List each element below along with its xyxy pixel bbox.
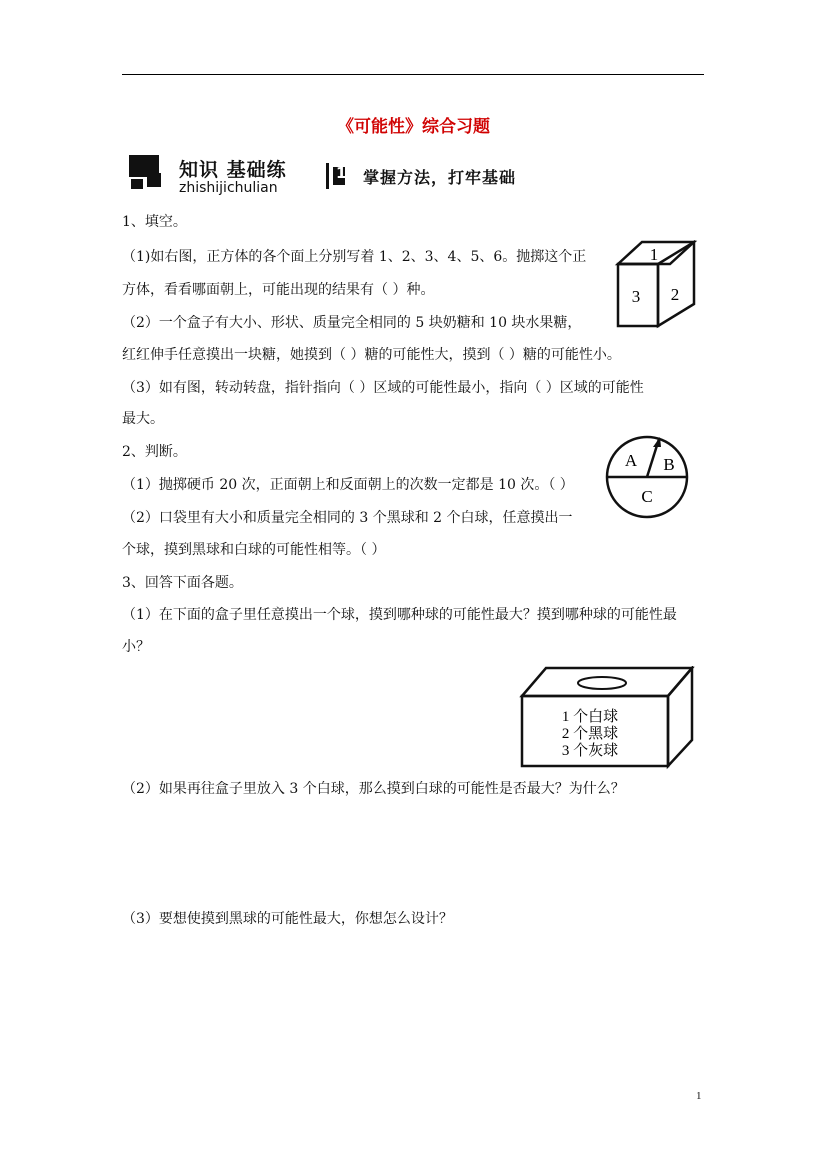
page-title: 《可能性》综合习题 — [337, 117, 490, 137]
q3-part3: （3）要想使摸到黑球的可能性最大，你想怎么设计？ — [122, 911, 453, 927]
section-banner — [129, 153, 524, 197]
q1-part3-line2: 最大。 — [122, 411, 164, 427]
banner-heading: 知识 基础练 — [179, 159, 287, 181]
q1-heading: 1、填空。 — [122, 214, 187, 230]
ball-box-figure — [518, 666, 698, 770]
q3-heading: 3、回答下面各题。 — [122, 575, 243, 591]
box-opening — [578, 677, 626, 689]
page-number: 1 — [696, 1090, 702, 1102]
banner-pinyin: zhishijichulian — [179, 180, 278, 196]
spinner-figure — [603, 433, 691, 521]
spinner-c-label: C — [641, 487, 653, 506]
banner-number: 1 — [336, 164, 347, 182]
cube-figure — [612, 240, 698, 332]
q1-part1-line1: （1)如右图，正方体的各个面上分别写着 1、2、3、4、5、6。抛掷这个正 — [122, 249, 587, 265]
banner-slogan: 掌握方法，打牢基础 — [363, 168, 517, 187]
cube-left-label: 3 — [631, 287, 641, 306]
q2-part2-line1: （2）口袋里有大小和质量完全相同的 3 个黑球和 2 个白球，任意摸出一 — [122, 510, 573, 526]
box-line1: 1 个白球 — [561, 709, 619, 725]
spinner-b-label: B — [663, 455, 675, 474]
cube-right-label: 2 — [670, 285, 680, 304]
q2-part2-line2: 个球，摸到黑球和白球的可能性相等。（ ） — [122, 542, 386, 558]
q3-part1-line1: （1）在下面的盒子里任意摸出一个球，摸到哪种球的可能性最大？摸到哪种球的可能性最 — [122, 607, 677, 623]
q1-part2-line2: 红红伸手任意摸出一块糖，她摸到（ ）糖的可能性大，摸到（ ）糖的可能性小。 — [122, 347, 621, 363]
q2-part1: （1）抛掷硬币 20 次，正面朝上和反面朝上的次数一定都是 10 次。（ ） — [122, 477, 574, 493]
q2-heading: 2、判断。 — [122, 444, 187, 460]
q1-part3-line1: （3）如有图，转动转盘，指针指向（ ）区域的可能性最小，指向（ ）区域的可能性 — [122, 380, 644, 396]
box-line3: 3 个灰球 — [561, 743, 619, 759]
q1-part1-line2: 方体，看看哪面朝上，可能出现的结果有（ ）种。 — [122, 282, 435, 298]
box-line2: 2 个黑球 — [561, 726, 619, 742]
q3-part2: （2）如果再往盒子里放入 3 个白球，那么摸到白球的可能性是否最大？为什么？ — [122, 781, 625, 797]
header-rule — [122, 74, 704, 75]
cube-top-label: 1 — [649, 245, 659, 264]
q3-part1-line2: 小？ — [122, 639, 150, 655]
q1-part2-line1: （2）一个盒子有大小、形状、质量完全相同的 5 块奶糖和 10 块水果糖， — [122, 315, 582, 331]
spinner-a-label: A — [624, 451, 638, 470]
